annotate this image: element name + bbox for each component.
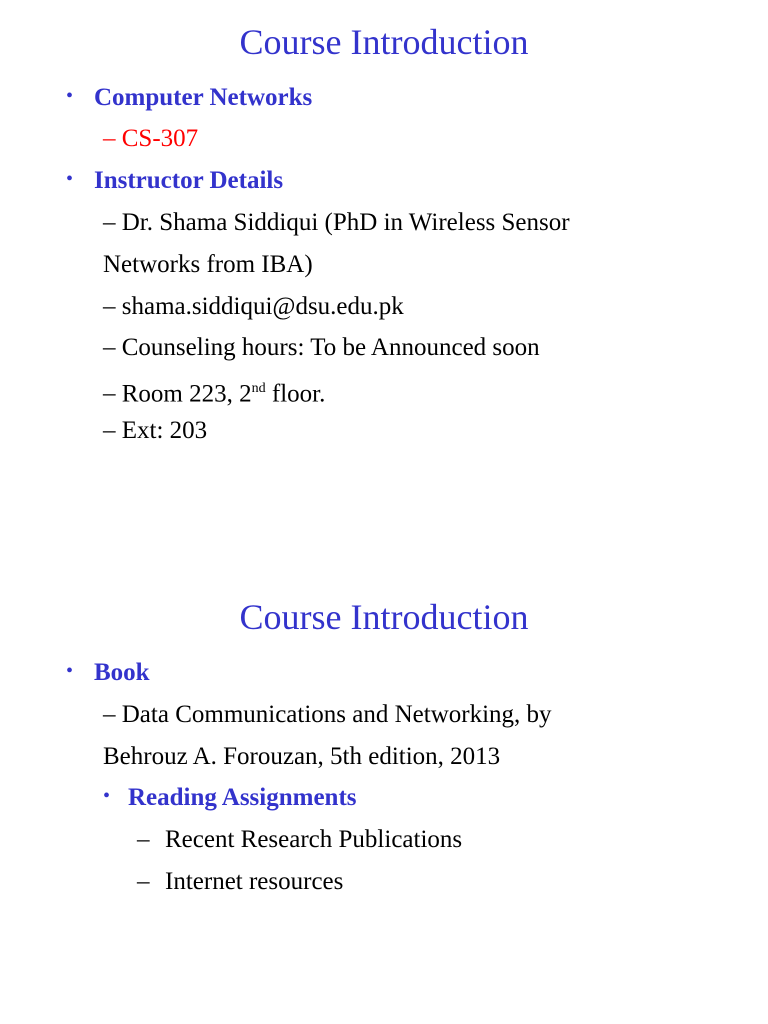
- sub-item-counseling-hours: – Counseling hours: To be Announced soon: [103, 332, 540, 364]
- sub-item-internet-resources: – Internet resources: [137, 866, 343, 898]
- sub-item-instructor-name: – Dr. Shama Siddiqui (PhD in Wireless Sensor: [103, 207, 570, 239]
- bullet-item-book: • Book: [66, 659, 150, 686]
- sub-item-extension: – Ext: 203: [103, 415, 207, 447]
- dash-icon: –: [137, 868, 150, 895]
- bullet-icon: •: [66, 168, 74, 190]
- dash-icon: –: [103, 293, 116, 320]
- slide-course-introduction-2: [0, 575, 768, 1024]
- sub-item-email: – shama.siddiqui@dsu.edu.pk: [103, 291, 404, 323]
- dash-icon: –: [103, 380, 116, 408]
- bullet-item-computer-networks: • Computer Networks: [66, 84, 313, 111]
- sub-item-room: – Room 223, 2nd floor.: [103, 373, 325, 410]
- slide-title: Course Introduction: [239, 22, 529, 62]
- dash-icon: –: [103, 701, 116, 728]
- sub-item-research-publications: – Recent Research Publications: [137, 824, 462, 856]
- dash-icon: –: [103, 417, 116, 444]
- sub-item-instructor-name-continued: Networks from IBA): [103, 251, 313, 278]
- dash-icon: –: [103, 334, 116, 361]
- sub-item-course-code: – CS-307: [103, 123, 198, 155]
- bullet-item-reading-assignments: • Reading Assignments: [103, 784, 357, 811]
- bullet-icon: •: [103, 785, 111, 807]
- bullet-item-instructor-details: • Instructor Details: [66, 167, 284, 194]
- dash-icon: –: [137, 826, 150, 853]
- sub-item-book-title: – Data Communications and Networking, by: [103, 699, 552, 731]
- bullet-icon: •: [66, 85, 74, 107]
- slide-title: Course Introduction: [239, 597, 529, 637]
- dash-icon: –: [103, 125, 116, 152]
- bullet-icon: •: [66, 660, 74, 682]
- sub-item-book-author: Behrouz A. Forouzan, 5th edition, 2013: [103, 743, 501, 770]
- dash-icon: –: [103, 209, 116, 236]
